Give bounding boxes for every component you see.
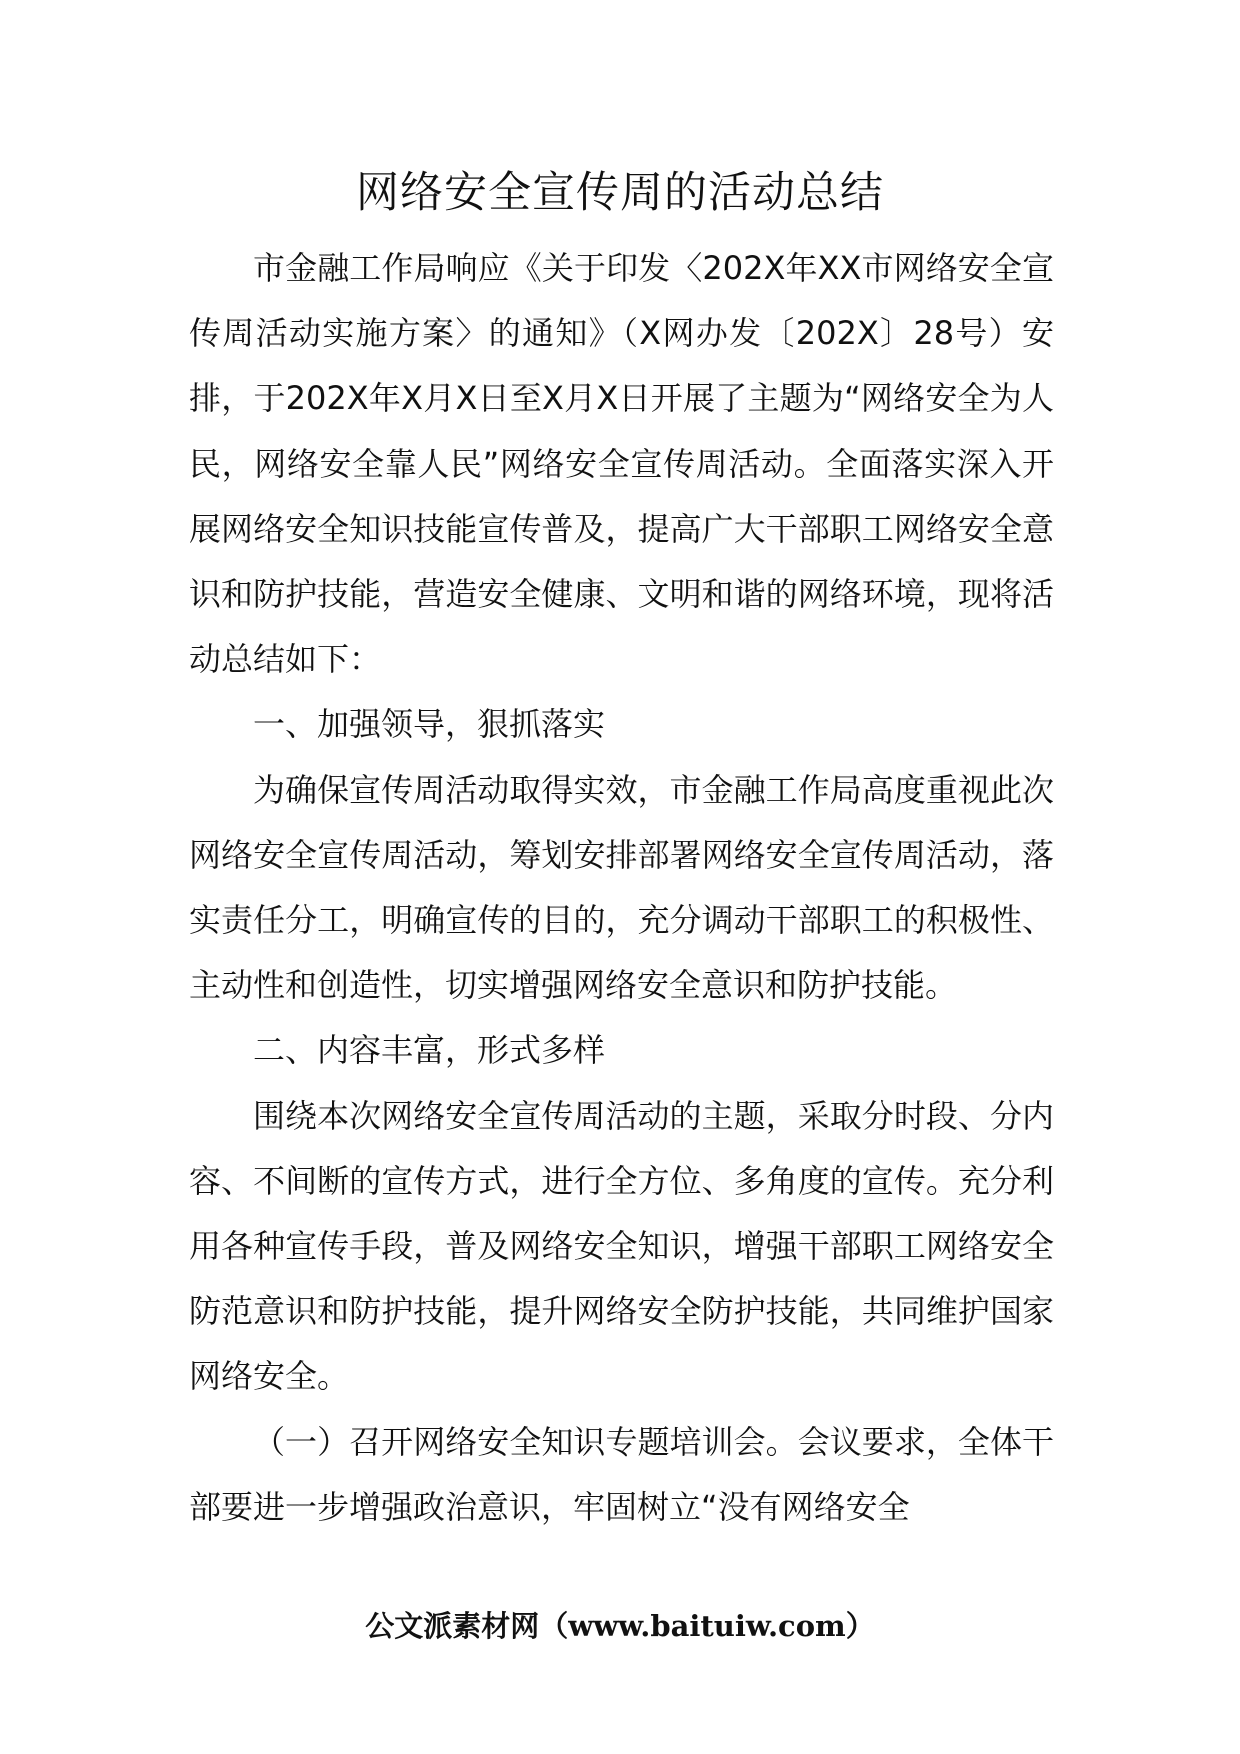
section-heading-2: 二、内容丰富，形式多样 bbox=[253, 1031, 606, 1070]
document-title: 网络安全宣传周的活动总结 bbox=[356, 168, 884, 218]
footer-watermark: 公文派素材网（www.baituiw.com） bbox=[365, 1609, 875, 1643]
section-heading-1: 一、加强领导，狠抓落实 bbox=[253, 705, 606, 744]
section-1-paragraph: 为确保宣传周活动取得实效，市金融工作局高度重视此次网络安全宣传周活动，筹划安排部署网络安全宣传周活动，落实责任分工，明确宣传的目的，充分调动干部职工的积极性、主动性和创造性，切实增强网络安全意识和防护技能。 bbox=[189, 770, 1054, 1005]
section-2-paragraph: 围绕本次网络安全宣传周活动的主题，采取分时段、分内容、不间断的宣传方式，进行全方位、多角度的宣传。充分利用各种宣传手段，普及网络安全知识，增强干部职工网络安全防范意识和防护技能，提升网络安全防护技能，共同维护国家网络安全。 bbox=[189, 1096, 1054, 1396]
intro-paragraph: 市金融工作局响应《关于印发〈202X年XX市网络安全宣传周活动实施方案〉的通知》（X网办发〔202X〕28号）安排，于202X年X月X日至X月X日开展了主题为“网络安全为人民，网络安全靠人民”网络安全宣传周活动。全面落实深入开展网络安全知识技能宣传普及，提高广大干部职工网络安全意识和防护技能，营造安全健康、文明和谐的网络环境，现将活动总结如下： bbox=[189, 249, 1054, 679]
document-body bbox=[189, 236, 1054, 1540]
subsection-1-paragraph: （一）召开网络安全知识专题培训会。会议要求，全体干部要进一步增强政治意识，牢固树立“没有网络安全 bbox=[189, 1422, 1054, 1526]
